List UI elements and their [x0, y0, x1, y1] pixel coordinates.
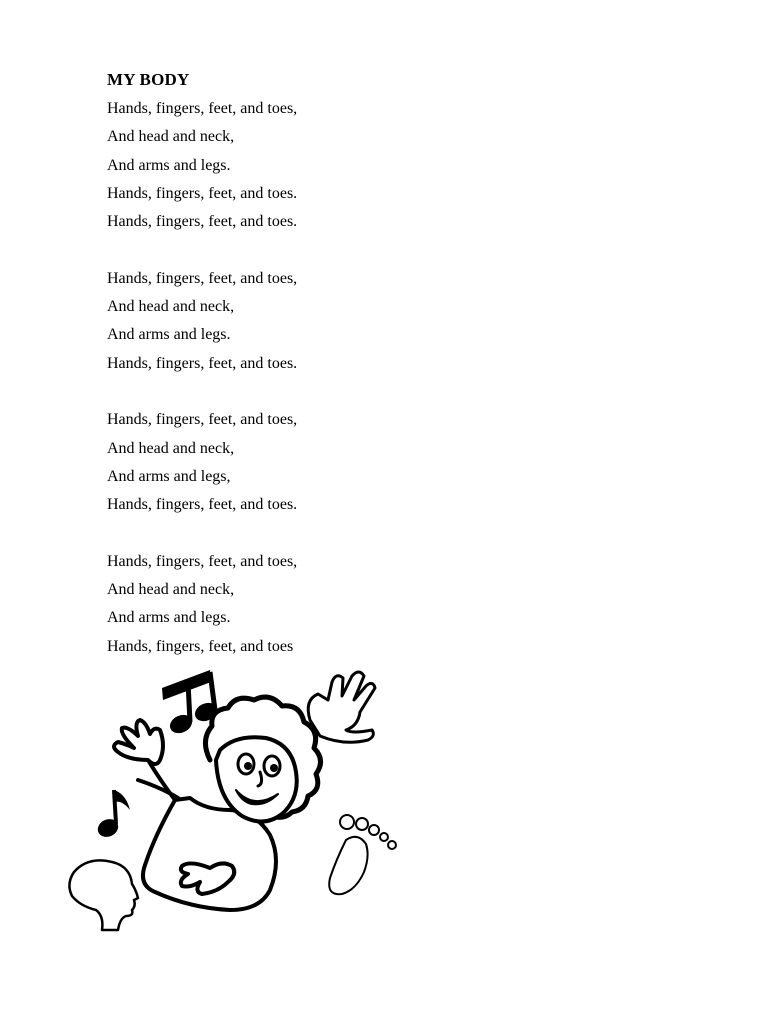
verse-2-line-1: Hands, fingers, feet, and toes,	[107, 270, 298, 287]
verse-1-line-4: Hands, fingers, feet, and toes.	[107, 185, 298, 202]
hand-icon	[308, 672, 375, 742]
verse-4-line-3: And arms and legs.	[107, 609, 231, 626]
head-profile-icon	[69, 860, 138, 930]
verse-1-line-5: Hands, fingers, feet, and toes.	[107, 213, 298, 230]
footprint-icon	[329, 815, 396, 894]
verse-2-line-2: And head and neck,	[107, 298, 235, 315]
verse-3-line-4: Hands, fingers, feet, and toes.	[107, 496, 298, 513]
verse-4-line-1: Hands, fingers, feet, and toes,	[107, 553, 298, 570]
body-song-illustration	[60, 660, 420, 960]
music-note-icon	[96, 790, 130, 839]
verse-1-line-3: And arms and legs.	[107, 157, 231, 174]
verse-3-line-1: Hands, fingers, feet, and toes,	[107, 411, 298, 428]
song-title: MY BODY	[107, 70, 190, 89]
child-icon	[114, 697, 321, 910]
verse-2-line-4: Hands, fingers, feet, and toes.	[107, 355, 298, 372]
verse-3-line-3: And arms and legs,	[107, 468, 231, 485]
verse-3-line-2: And head and neck,	[107, 440, 235, 457]
verse-4-line-4: Hands, fingers, feet, and toes	[107, 638, 294, 655]
verse-2-line-3: And arms and legs.	[107, 326, 231, 343]
verse-4-line-2: And head and neck,	[107, 581, 235, 598]
verse-1-line-2: And head and neck,	[107, 128, 235, 145]
verse-1-line-1: Hands, fingers, feet, and toes,	[107, 100, 298, 117]
